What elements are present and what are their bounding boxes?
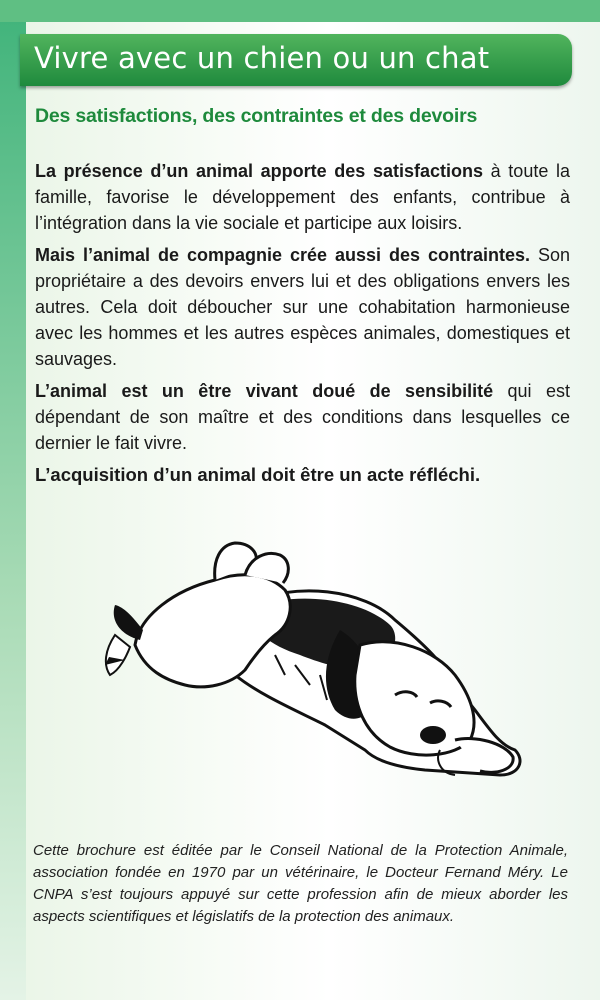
paragraph-sensibilite [35, 378, 570, 456]
paragraph-body: qui est dépendant de son maître et des conditions dans lesquelles ce dernier le fait vivre. [35, 381, 570, 453]
main-text [35, 158, 570, 494]
top-green-strip [0, 0, 600, 22]
paragraph-body: à toute la famille, favorise le développement des enfants, contribue à l’intégration dans la vie sociale et participe aux loisirs. [35, 161, 570, 233]
paragraph-lead: Mais l’animal de compagnie crée aussi des contraintes. [35, 245, 530, 265]
paragraph-acquisition: L’acquisition d’un animal doit être un acte réfléchi. [35, 464, 481, 485]
left-green-band [0, 0, 26, 1000]
section-subtitle: Des satisfactions, des contraintes et des devoirs [35, 105, 478, 127]
title-banner [20, 34, 572, 86]
paragraph-lead: L’animal est un être vivant doué de sensibilité [35, 381, 494, 401]
paragraph-satisfactions [35, 158, 570, 236]
page-title: Vivre avec un chien ou un chat [34, 41, 490, 75]
paragraph-contraintes [35, 242, 570, 372]
paragraph-body: Son propriétaire a des devoirs envers lui et des obligations envers les autres. Cela doit déboucher sur une cohabitation harmonieuse avec les hommes et les autres espèces animales, domestiques et sauvages. [35, 245, 571, 369]
paragraph-lead: La présence d’un animal apporte des satisfactions [35, 161, 483, 181]
dog-and-cat-illustration [95, 535, 525, 795]
footer-note: Cette brochure est éditée par le Conseil National de la Protection Animale, association fondée en 1970 par un vétérinaire, le Docteur Fernand Méry. Le CNPA s’est toujours appuyé sur cette profession afin de mieux aborder les aspects scientifiques et législatifs de la protection des animaux. [33, 842, 568, 925]
